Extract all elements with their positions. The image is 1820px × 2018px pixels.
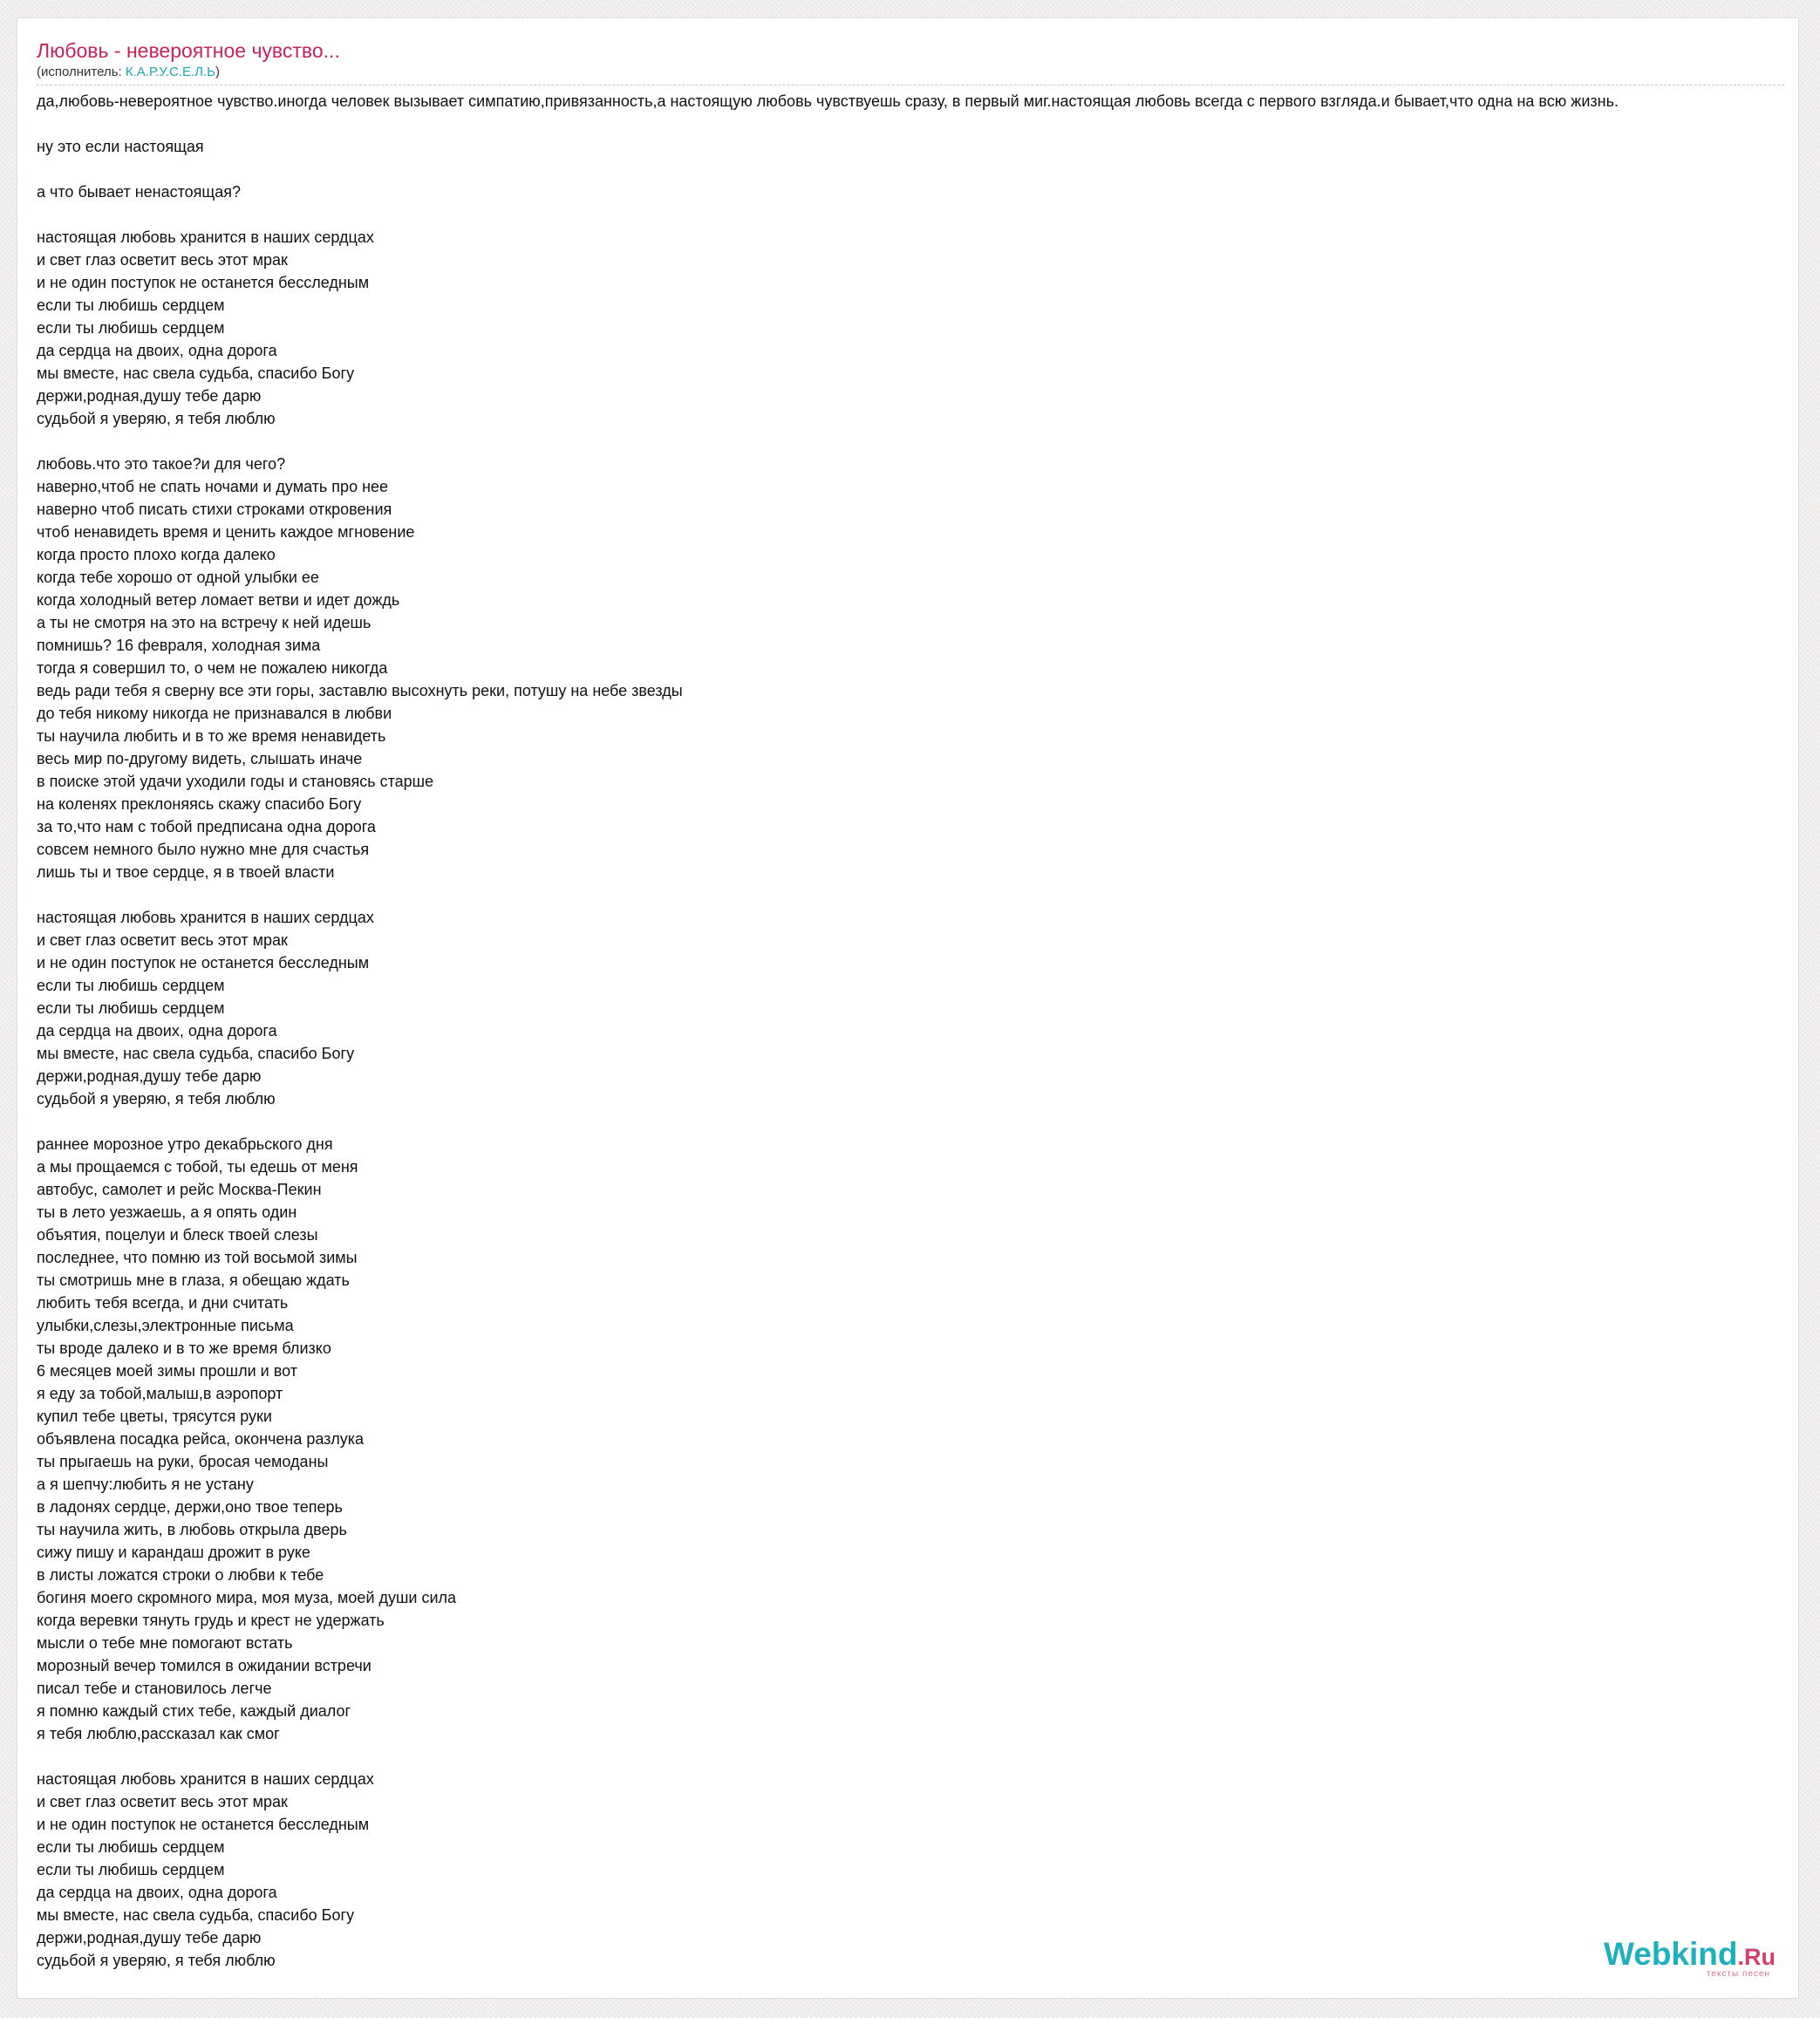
lyric-line: я тебя люблю,рассказал как смог bbox=[37, 1725, 280, 1742]
lyric-line: я помню каждый стих тебе, каждый диалог bbox=[37, 1702, 351, 1720]
lyric-line: да,любовь-невероятное чувство.иногда человек вызывает симпатию,привязанность,а настоящую любовь чувствуешь сразу, в первый миг.настоящая любовь всегда с первого взгляда.и бывает,что одна на всю жизнь. bbox=[37, 92, 1619, 110]
lyric-line: автобус, самолет и рейс Москва-Пекин bbox=[37, 1181, 322, 1198]
lyric-line: держи,родная,душу тебе дарю bbox=[37, 1929, 262, 1946]
lyric-line: и не один поступок не останется бесследным bbox=[37, 954, 370, 972]
lyric-line: если ты любишь сердцем bbox=[37, 319, 225, 337]
lyric-line: держи,родная,душу тебе дарю bbox=[37, 387, 262, 405]
lyric-line: раннее морозное утро декабрьского дня bbox=[37, 1135, 333, 1153]
lyric-line: да сердца на двоих, одна дорога bbox=[37, 1022, 277, 1040]
lyric-line: а мы прощаемся с тобой, ты едешь от меня bbox=[37, 1158, 358, 1176]
lyric-line: писал тебе и становилось легче bbox=[37, 1680, 272, 1697]
lyric-line: наверно чтоб писать стихи строками откровения bbox=[37, 501, 392, 518]
lyric-line: купил тебе цветы, трясутся руки bbox=[37, 1408, 272, 1425]
lyric-line: ты смотришь мне в глаза, я обещаю ждать bbox=[37, 1271, 350, 1289]
lyric-line: и свет глаз осветит весь этот мрак bbox=[37, 1793, 288, 1810]
lyric-line: и свет глаз осветит весь этот мрак bbox=[37, 251, 288, 269]
lyric-line: ты прыгаешь на руки, бросая чемоданы bbox=[37, 1453, 329, 1470]
stanza-gap bbox=[37, 1110, 1799, 1133]
lyric-line: любить тебя всегда, и дни считать bbox=[37, 1294, 289, 1312]
lyric-line: если ты любишь сердцем bbox=[37, 1838, 225, 1856]
lyric-line: совсем немного было нужно мне для счастья bbox=[37, 841, 370, 858]
lyric-line: ты научила жить, в любовь открыла дверь bbox=[37, 1521, 347, 1538]
lyric-line: настоящая любовь хранится в наших сердцах bbox=[37, 909, 374, 926]
stanza-gap bbox=[37, 1745, 1799, 1768]
lyric-line: настоящая любовь хранится в наших сердцах bbox=[37, 228, 374, 246]
lyric-line: мы вместе, нас свела судьба, спасибо Богу bbox=[37, 365, 355, 382]
stanza-gap bbox=[37, 430, 1799, 453]
stanza-gap bbox=[37, 158, 1799, 181]
lyric-line: улыбки,слезы,электронные письма bbox=[37, 1317, 294, 1334]
lyric-line: ведь ради тебя я сверну все эти горы, заставлю высохнуть реки, потушу на небе звезды bbox=[37, 682, 683, 699]
lyric-line: наверно,чтоб не спать ночами и думать про нее bbox=[37, 478, 389, 495]
lyric-line: последнее, что помню из той восьмой зимы bbox=[37, 1249, 358, 1266]
lyric-line: а что бывает ненастоящая? bbox=[37, 183, 241, 201]
lyric-line: когда холодный ветер ломает ветви и идет дождь bbox=[37, 591, 400, 609]
lyric-line: мы вместе, нас свела судьба, спасибо Богу bbox=[37, 1906, 355, 1924]
lyric-line: да сердца на двоих, одна дорога bbox=[37, 342, 277, 359]
lyric-line: богиня моего скромного мира, моя муза, моей души сила bbox=[37, 1589, 457, 1606]
lyric-line: судьбой я уверяю, я тебя люблю bbox=[37, 410, 276, 427]
performer-link[interactable]: К.А.Р.У.С.Е.Л.Ь bbox=[125, 65, 216, 79]
lyric-line: если ты любишь сердцем bbox=[37, 1861, 225, 1878]
lyric-line: весь мир по-другому видеть, слышать иначе bbox=[37, 750, 363, 767]
lyric-line: в листы ложатся строки о любви к тебе bbox=[37, 1566, 324, 1584]
lyric-line: когда веревки тянуть грудь и крест не удержать bbox=[37, 1612, 385, 1629]
performer-line bbox=[37, 64, 1784, 81]
lyric-line: ну это если настоящая bbox=[37, 138, 204, 155]
lyric-line: 6 месяцев моей зимы прошли и вот bbox=[37, 1362, 297, 1380]
lyric-line: ты вроде далеко и в то же время близко bbox=[37, 1340, 331, 1357]
lyric-line: объятия, поцелуи и блеск твоей слезы bbox=[37, 1226, 318, 1244]
lyric-line: мы вместе, нас свела судьба, спасибо Богу bbox=[37, 1045, 355, 1062]
lyric-line: судьбой я уверяю, я тебя люблю bbox=[37, 1090, 276, 1108]
logo-main-text: Webkind bbox=[1604, 1936, 1738, 1972]
lyric-line: помнишь? 16 февраля, холодная зима bbox=[37, 637, 321, 654]
lyric-line: если ты любишь сердцем bbox=[37, 977, 225, 994]
lyric-line: в ладонях сердце, держи,оно твое теперь bbox=[37, 1498, 343, 1516]
lyric-line: а я шепчу:любить я не устану bbox=[37, 1476, 254, 1493]
lyrics-panel bbox=[17, 17, 1799, 1999]
lyric-line: ты в лето уезжаешь, а я опять один bbox=[37, 1203, 297, 1221]
lyric-line: и свет глаз осветит весь этот мрак bbox=[37, 931, 288, 949]
lyric-line: ты научила любить и в то же время ненавидеть bbox=[37, 727, 386, 745]
lyric-line: да сердца на двоих, одна дорога bbox=[37, 1884, 277, 1901]
lyric-line: когда просто плохо когда далеко bbox=[37, 546, 276, 563]
lyric-line: сижу пишу и карандаш дрожит в руке bbox=[37, 1544, 310, 1561]
song-title: Любовь - невероятное чувство... bbox=[37, 39, 340, 62]
logo-tagline: тексты песен bbox=[1706, 1969, 1770, 1979]
lyric-line: держи,родная,душу тебе дарю bbox=[37, 1067, 262, 1085]
stanza-gap bbox=[37, 883, 1799, 906]
lyric-line: мысли о тебе мне помогают встать bbox=[37, 1634, 293, 1652]
lyric-line: если ты любишь сердцем bbox=[37, 297, 225, 314]
lyric-line: судьбой я уверяю, я тебя люблю bbox=[37, 1952, 276, 1969]
lyric-line: когда тебе хорошо от одной улыбки ее bbox=[37, 569, 319, 586]
lyric-line: чтоб ненавидеть время и ценить каждое мгновение bbox=[37, 523, 415, 541]
lyric-line: настоящая любовь хранится в наших сердцах bbox=[37, 1770, 374, 1788]
performer-prefix: (исполнитель: bbox=[37, 65, 126, 79]
stanza-gap bbox=[37, 203, 1799, 226]
lyric-line: за то,что нам с тобой предписана одна дорога bbox=[37, 818, 376, 835]
lyric-line: в поиске этой удачи уходили годы и становясь старше bbox=[37, 773, 434, 790]
site-logo[interactable] bbox=[1601, 1937, 1776, 1981]
lyric-line: морозный вечер томился в ожидании встречи bbox=[37, 1657, 371, 1674]
lyric-line: я еду за тобой,малыш,в аэропорт bbox=[37, 1385, 283, 1402]
lyric-line: на коленях преклоняясь скажу спасибо Богу bbox=[37, 795, 362, 813]
lyric-line: лишь ты и твое сердце, я в твоей власти bbox=[37, 863, 335, 881]
lyric-line: любовь.что это такое?и для чего? bbox=[37, 455, 286, 473]
lyrics-text bbox=[37, 90, 1799, 1972]
song-header bbox=[37, 37, 1784, 85]
lyric-line: если ты любишь сердцем bbox=[37, 999, 225, 1017]
lyric-line: тогда я совершил то, о чем не пожалею никогда bbox=[37, 659, 388, 677]
stanza-gap bbox=[37, 112, 1799, 135]
logo-tld-text: .Ru bbox=[1737, 1944, 1776, 1970]
performer-suffix: ) bbox=[215, 65, 221, 79]
lyric-line: а ты не смотря на это на встречу к ней идешь bbox=[37, 614, 371, 631]
lyric-line: и не один поступок не останется бесследным bbox=[37, 1816, 370, 1833]
lyric-line: и не один поступок не останется бесследным bbox=[37, 274, 370, 291]
lyric-line: объявлена посадка рейса, окончена разлука bbox=[37, 1430, 365, 1448]
lyric-line: до тебя никому никогда не признавался в любви bbox=[37, 705, 392, 722]
